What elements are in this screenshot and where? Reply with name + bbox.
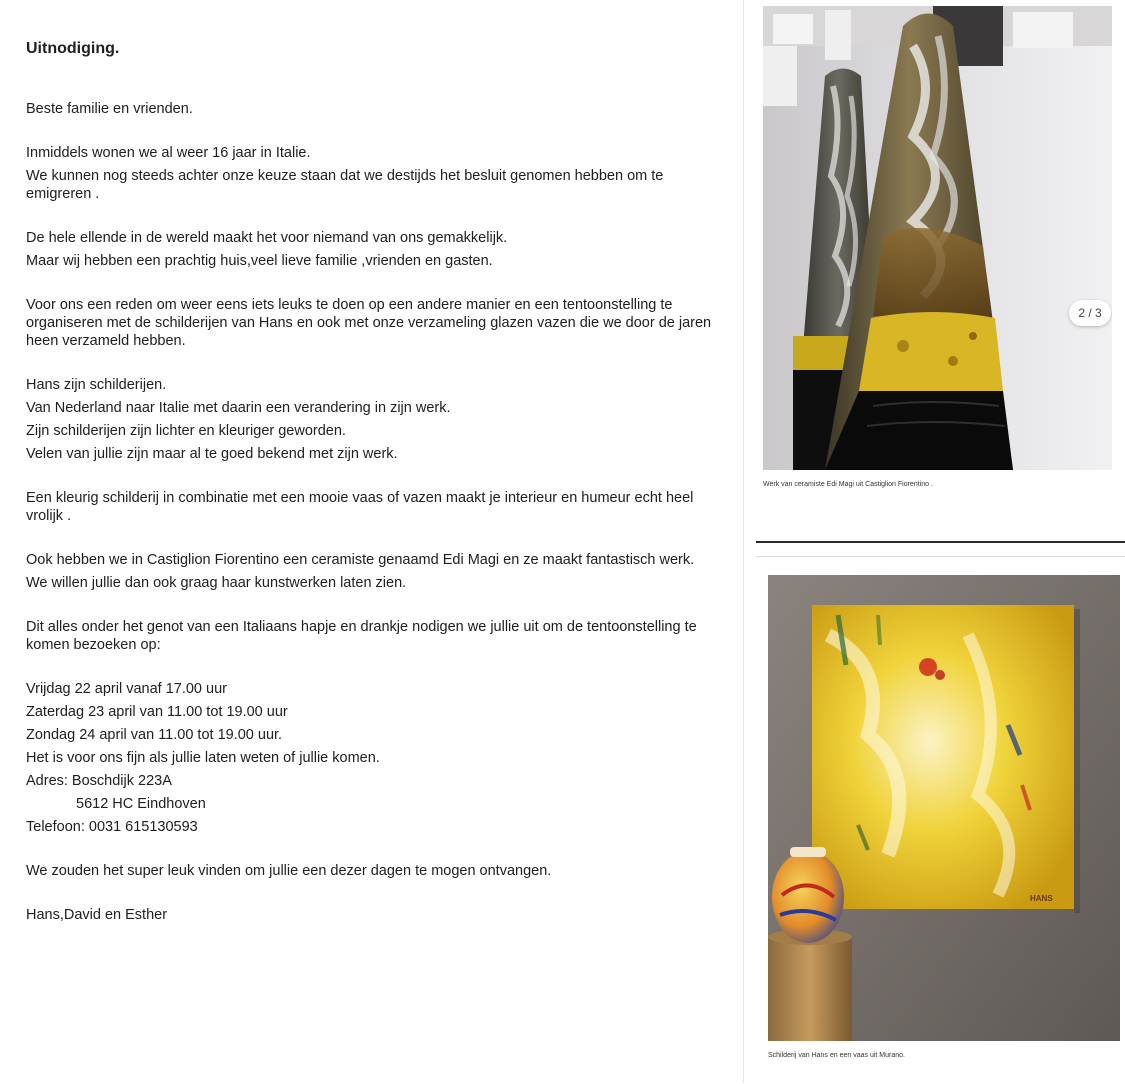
paragraph-6-line-1: Ook hebben we in Castiglion Fiorentino een ceramiste genaamd Edi Magi en ze maakt fantastisch werk. xyxy=(26,552,695,568)
ceramics-vases-photo[interactable] xyxy=(763,6,1112,470)
ceramics-caption: Werk van ceramiste Edi Magi uit Castiglion Fiorentino . xyxy=(763,481,933,488)
greeting: Beste familie en vrienden. xyxy=(26,101,193,117)
painting-caption: Schilderij van Hans en een vaas uit Murano. xyxy=(768,1052,905,1059)
column-divider xyxy=(743,0,744,1083)
paragraph-2-line-1: De hele ellende in de wereld maakt het voor niemand van ons gemakkelijk. xyxy=(26,230,508,246)
letter-title: Uitnodiging. xyxy=(26,40,120,57)
closing-sentence: We zouden het super leuk vinden om jullie een dezer dagen te mogen ontvangen. xyxy=(26,863,552,879)
paragraph-1-line-1: Inmiddels wonen we al weer 16 jaar in Italie. xyxy=(26,145,311,161)
paragraph-4-line-2: Van Nederland naar Italie met daarin een verandering in zijn werk. xyxy=(26,400,451,416)
paragraph-1-line-2: We kunnen nog steeds achter onze keuze staan dat we destijds het besluit genomen hebben om te emigreren . xyxy=(26,168,664,202)
painting-photo-card xyxy=(756,556,1125,1084)
schedule-day-2: Zaterdag 23 april van 11.00 tot 19.00 uur xyxy=(26,704,288,720)
paragraph-4-line-1: Hans zijn schilderijen. xyxy=(26,377,167,393)
rsvp-request: Het is voor ons fijn als jullie laten weten of jullie komen. xyxy=(26,750,380,766)
painting-signature: HANS xyxy=(1030,894,1053,903)
schedule-day-1: Vrijdag 22 april vanaf 17.00 uur xyxy=(26,681,227,697)
paragraph-5: Een kleurig schilderij in combinatie met een mooie vaas of vazen maakt je interieur en humeur echt heel vrolijk . xyxy=(26,490,694,524)
paragraph-4-line-3: Zijn schilderijen zijn lichter en kleuriger geworden. xyxy=(26,423,346,439)
paragraph-4-line-4: Velen van jullie zijn maar al te goed bekend met zijn werk. xyxy=(26,446,398,462)
paragraph-3: Voor ons een reden om weer eens iets leuks te doen op een andere manier en een tentoonstelling te organiseren met de schilderijen van Hans en ook met onze verzameling glazen vazen die we door de jaren heen verzameld hebben. xyxy=(26,297,712,349)
invitation-letter xyxy=(26,40,726,924)
address-line-2: 5612 HC Eindhoven xyxy=(76,796,206,812)
paragraph-6-line-2: We willen jullie dan ook graag haar kunstwerken laten zien. xyxy=(26,575,407,591)
address-line-1: Adres: Boschdijk 223A xyxy=(26,773,172,789)
schedule-day-3: Zondag 24 april van 11.00 tot 19.00 uur. xyxy=(26,727,283,743)
paragraph-7: Dit alles onder het genot van een Italiaans hapje en drankje nodigen we jullie uit om de tentoonstelling te komen bezoeken op: xyxy=(26,619,697,653)
ceramics-photo-card xyxy=(756,0,1125,543)
image-counter-badge: 2 / 3 xyxy=(1069,300,1111,326)
phone-number: Telefoon: 0031 615130593 xyxy=(26,819,198,835)
paragraph-2-line-2: Maar wij hebben een prachtig huis,veel lieve familie ,vrienden en gasten. xyxy=(26,253,493,269)
painting-and-vase-photo[interactable] xyxy=(768,575,1120,1041)
signature: Hans,David en Esther xyxy=(26,907,168,923)
